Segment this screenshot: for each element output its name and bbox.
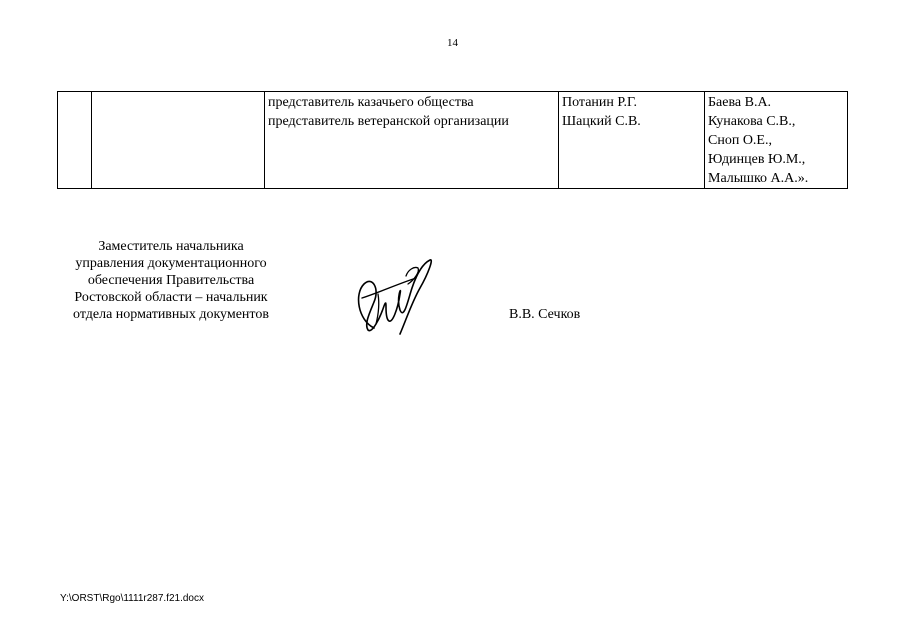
position-line: обеспечения Правительства — [87, 273, 255, 288]
row-number-cell — [58, 92, 92, 189]
member-name: Шацкий С.В. — [562, 114, 641, 129]
position-line: Заместитель начальника — [98, 239, 244, 254]
deputy-name: Сноп О.Е., — [708, 133, 772, 148]
table-row — [58, 92, 848, 189]
handwritten-signature — [350, 254, 435, 336]
role-text: представитель казачьего общества — [268, 95, 474, 110]
signer-name: В.В. Сечков — [509, 307, 581, 322]
position-cell — [92, 92, 265, 189]
deputy-name: Баева В.А. — [708, 95, 772, 110]
deputy-name: Малышко А.А.». — [708, 171, 809, 186]
page-number: 14 — [447, 37, 458, 49]
deputy-name: Юдинцев Ю.М., — [708, 152, 806, 167]
roles-cell — [265, 92, 559, 189]
members-cell — [559, 92, 705, 189]
deputies-cell — [705, 92, 848, 189]
position-line: отдела нормативных документов — [73, 307, 269, 322]
deputy-name: Кунакова С.В., — [708, 114, 796, 129]
member-name: Потанин Р.Г. — [562, 95, 637, 110]
position-line: управления документационного — [75, 256, 267, 271]
signer-position — [56, 238, 286, 323]
file-path: Y:\ORST\Rgo\1111r287.f21.docx — [60, 593, 204, 604]
committee-table — [57, 91, 848, 189]
role-text: представитель ветеранской организации — [268, 114, 509, 129]
position-line: Ростовской области – начальник — [74, 290, 268, 305]
